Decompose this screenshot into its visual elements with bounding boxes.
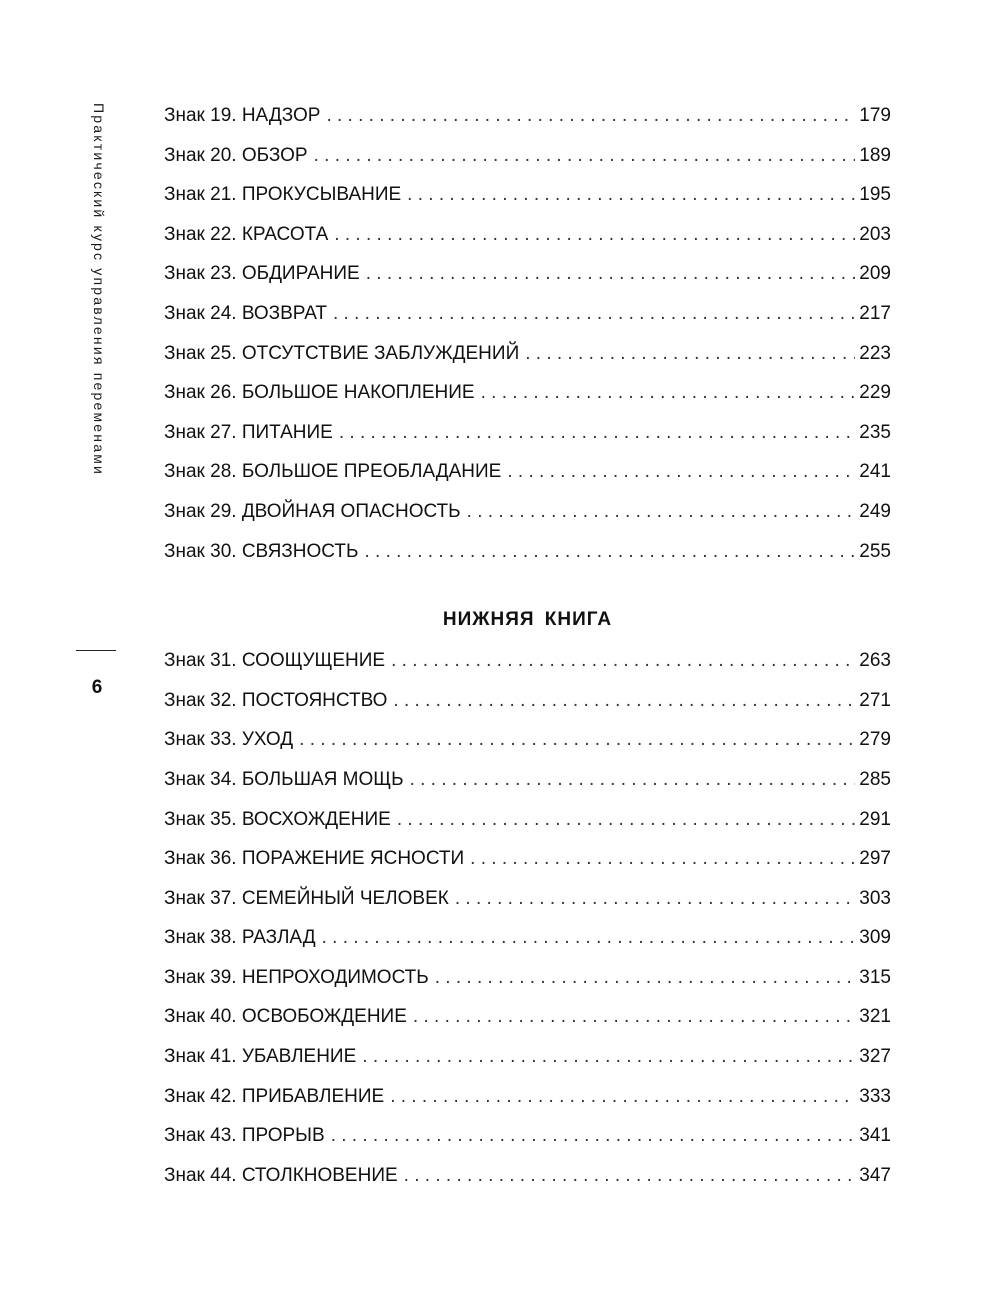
page-number: 6 [91, 677, 103, 698]
toc-entry [164, 452, 891, 492]
toc-dot-leader [435, 958, 856, 998]
toc-entry-page: 341 [859, 1125, 891, 1147]
toc-entry [164, 879, 891, 919]
toc-entry-page: 347 [859, 1164, 891, 1186]
toc-entry-page: 285 [859, 768, 891, 790]
toc-entry [164, 136, 891, 176]
toc-entry-page: 249 [859, 500, 891, 522]
running-head-text: Практический курс управления переменами [91, 103, 107, 477]
toc-entry-page: 263 [859, 650, 891, 672]
toc-entry-page: 203 [859, 223, 891, 245]
toc-entry-page: 321 [859, 1006, 891, 1028]
running-head [72, 103, 112, 503]
toc-dot-leader [366, 254, 856, 294]
toc-entry [164, 958, 891, 998]
toc-dot-leader [333, 294, 855, 334]
toc-entry [164, 641, 891, 681]
toc-entry-title: Знак 42. ПРИБАВЛЕНИЕ [164, 1085, 385, 1107]
toc-dot-leader [334, 215, 855, 255]
toc-entry-title: Знак 21. ПРОКУСЫВАНИЕ [164, 184, 402, 206]
toc-entry-title: Знак 30. СВЯЗНОСТЬ [164, 540, 359, 562]
toc-entry-title: Знак 37. СЕМЕЙНЫЙ ЧЕЛОВЕК [164, 887, 449, 909]
toc-dot-leader [467, 492, 856, 532]
toc-entry-page: 327 [859, 1046, 891, 1068]
toc-entry [164, 1037, 891, 1077]
table-of-contents [164, 96, 891, 1195]
toc-entry-page: 235 [859, 421, 891, 443]
toc-dot-leader [481, 373, 856, 413]
toc-entry [164, 175, 891, 215]
toc-entry-title: Знак 35. ВОСХОЖДЕНИЕ [164, 808, 391, 830]
toc-entry-title: Знак 39. НЕПРОХОДИМОСТЬ [164, 966, 429, 988]
toc-dot-leader [391, 641, 855, 681]
toc-entry [164, 918, 891, 958]
toc-dot-leader [326, 96, 855, 136]
toc-entry-page: 303 [859, 887, 891, 909]
toc-entry-page: 179 [859, 105, 891, 126]
toc-entry-page: 315 [859, 966, 891, 988]
toc-entry [164, 215, 891, 255]
toc-entry-title: Знак 36. ПОРАЖЕНИЕ ЯСНОСТИ [164, 848, 465, 870]
toc-entry-page: 309 [859, 927, 891, 949]
toc-entry-title: Знак 28. БОЛЬШОЕ ПРЕОБЛАДАНИЕ [164, 461, 502, 483]
toc-dot-leader [390, 1077, 855, 1117]
toc-entry-title: Знак 44. СТОЛКНОВЕНИЕ [164, 1164, 398, 1186]
toc-entry [164, 839, 891, 879]
toc-entry [164, 492, 891, 532]
toc-entry [164, 997, 891, 1037]
folio-rule [76, 650, 116, 651]
toc-dot-leader [407, 175, 855, 215]
toc-dot-leader [339, 413, 855, 453]
toc-dot-leader [331, 1116, 856, 1156]
toc-dot-leader [470, 839, 855, 879]
toc-entry [164, 1156, 891, 1196]
toc-dot-leader [525, 334, 855, 374]
toc-entry-title: Знак 26. БОЛЬШОЕ НАКОПЛЕНИЕ [164, 382, 475, 404]
section-heading: НИЖНЯЯ КНИГА [442, 609, 613, 631]
toc-entry-page: 255 [859, 540, 891, 562]
toc-entry-title: Знак 29. ДВОЙНАЯ ОПАСНОСТЬ [164, 500, 461, 522]
toc-dot-leader [410, 760, 856, 800]
toc-entry [164, 681, 891, 721]
toc-entry-page: 209 [859, 263, 891, 285]
toc-entry [164, 720, 891, 760]
toc-dot-leader [314, 136, 856, 176]
toc-entry-title: Знак 22. КРАСОТА [164, 223, 329, 245]
toc-entry-title: Знак 23. ОБДИРАНИЕ [164, 263, 360, 285]
toc-dot-leader [413, 997, 855, 1037]
toc-entry [164, 334, 891, 374]
toc-dot-leader [507, 452, 855, 492]
toc-dot-leader [393, 681, 855, 721]
toc-entry [164, 1116, 891, 1156]
toc-entry-title: Знак 24. ВОЗВРАТ [164, 302, 327, 324]
toc-entry-title: Знак 27. ПИТАНИЕ [164, 421, 333, 443]
toc-dot-leader [299, 720, 855, 760]
toc-dot-leader [397, 800, 855, 840]
toc-entry-page: 195 [859, 184, 891, 206]
toc-dot-leader [322, 918, 856, 958]
toc-entry-title: Знак 31. СООЩУЩЕНИЕ [164, 650, 386, 672]
toc-entry-title: Знак 25. ОТСУТСТВИЕ ЗАБЛУЖДЕНИЙ [164, 342, 520, 364]
toc-entry [164, 96, 891, 136]
toc-entry-page: 217 [859, 302, 891, 324]
toc-entry-title: Знак 40. ОСВОБОЖДЕНИЕ [164, 1006, 407, 1028]
toc-entry-page: 229 [859, 382, 891, 404]
toc-entry-page: 223 [859, 342, 891, 364]
toc-entry [164, 1077, 891, 1117]
toc-entry [164, 532, 891, 572]
toc-upper-list [164, 96, 891, 571]
toc-dot-leader [362, 1037, 855, 1077]
toc-entry-page: 333 [859, 1085, 891, 1107]
toc-entry-title: Знак 43. ПРОРЫВ [164, 1125, 325, 1147]
toc-dot-leader [404, 1156, 856, 1196]
toc-entry-title: Знак 20. ОБЗОР [164, 144, 308, 166]
toc-entry [164, 373, 891, 413]
toc-entry-title: Знак 41. УБАВЛЕНИЕ [164, 1046, 357, 1068]
toc-entry-title: Знак 33. УХОД [164, 729, 294, 751]
toc-dot-leader [455, 879, 855, 919]
toc-entry [164, 800, 891, 840]
toc-entry [164, 413, 891, 453]
toc-lower-list [164, 641, 891, 1195]
toc-entry-title: Знак 32. ПОСТОЯНСТВО [164, 689, 388, 711]
toc-entry [164, 294, 891, 334]
toc-dot-leader [364, 532, 855, 572]
toc-entry-title: Знак 38. РАЗЛАД [164, 927, 316, 949]
toc-entry-page: 241 [859, 461, 891, 483]
toc-entry-title: Знак 34. БОЛЬШАЯ МОЩЬ [164, 768, 404, 790]
toc-entry-page: 291 [859, 808, 891, 830]
toc-entry [164, 760, 891, 800]
toc-entry [164, 254, 891, 294]
toc-entry-page: 297 [859, 848, 891, 870]
toc-entry-title: Знак 19. НАДЗОР [164, 105, 321, 126]
toc-entry-page: 271 [859, 689, 891, 711]
toc-entry-page: 189 [859, 144, 891, 166]
toc-entry-page: 279 [859, 729, 891, 751]
